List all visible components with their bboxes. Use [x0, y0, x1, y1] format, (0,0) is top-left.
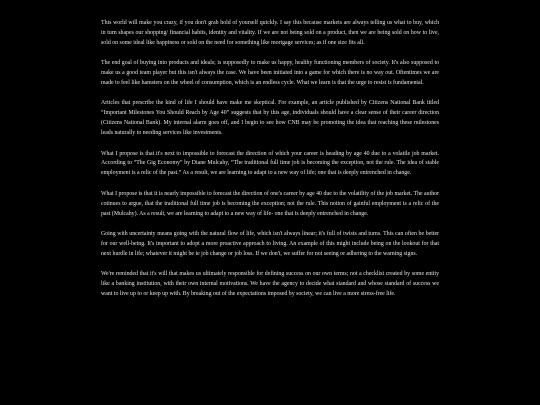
- paragraph-4: What I propose is that it's next to impossible to forecast the direction of which your career is heading by age 40 due to a volatile job market. According to “The Gig Economy” by Diane Mulcahy, “The traditional full time job is becoming the exception, not the rule. The idea of stable employment is a relic of the past.” As a result, we are learning to adapt to a new way of life; one that is deeply entrenched in change.: [101, 150, 439, 177]
- paragraph-3: Articles that prescribe the kind of life I should have make me skeptical. For example, an article published by Citizens National Bank titled “Important Milestones You Should Reach by Age 40” suggests that by this age, individuals should have a clear sense of their career direction (Citizens National Bank). My internal alarm goes off, and I begin to see how CNB may be promoting the idea that reaching these milestones leads naturally to needing services like investments.: [101, 100, 439, 137]
- paragraph-7: We're reminded that it's will that makes us ultimately responsible for defining success on our own terms; not a checklist created by some entity like a banking institution, with their own internal motivations. We have the agency to decide what standard and whose standard of success we want to live up to or keep up with. By breaking out of the expectations imposed by society, we can live a more stress-free life.: [101, 271, 439, 298]
- paragraph-6: Going with uncertainty means going with the natural flow of life, which isn't always linear; it's full of twists and turns. This can often be better for our well-being. It's important to adopt a more proactive approach to living. An example of this might include being on the lookout for that next hurdle in life; whatever it might be ie job change or job loss. If we don't, we suffer for not seeing or adhering to the warning signs.: [101, 231, 439, 257]
- paragraph-1: This world will make you crazy, if you don't grab hold of yourself quickly. I say this because markets are always telling us what to buy, which in turn shapes our shopping/ financial habits, identity and vitality. If we are not being sold on a product, then we are being sold on how to live, sold on some ideal like happiness or sold on the need for something like mortgage services; as if one size fits all.: [101, 20, 439, 46]
- paragraph-5: What I propose is that it is nearly impossible to forecast the direction of one's career by age 40 due to the volatility of the job market. The author cotinues to argue, that the traditional full time job is becoming the exception; not the rule. This notion of gainful employment is a relic of the past (Mulcahy). As a result, we are learning to adapt to a new way of life- one that is deeply entrenched in change.: [101, 190, 439, 217]
- paragraph-2: The end goal of buying into products and ideals; is supposedly to make us happy, healthy functioning members of society. It's also supposed to make us a good team player but this isn't always the case. We have been initiated into a game for which there is no way out. Oftentimes we are made to feel like hamsters on the wheel of consumption, which is an endless cycle. What we learn is that the urge to resist is fundamental.: [101, 60, 439, 87]
- essay-text-body: [101, 19, 439, 310]
